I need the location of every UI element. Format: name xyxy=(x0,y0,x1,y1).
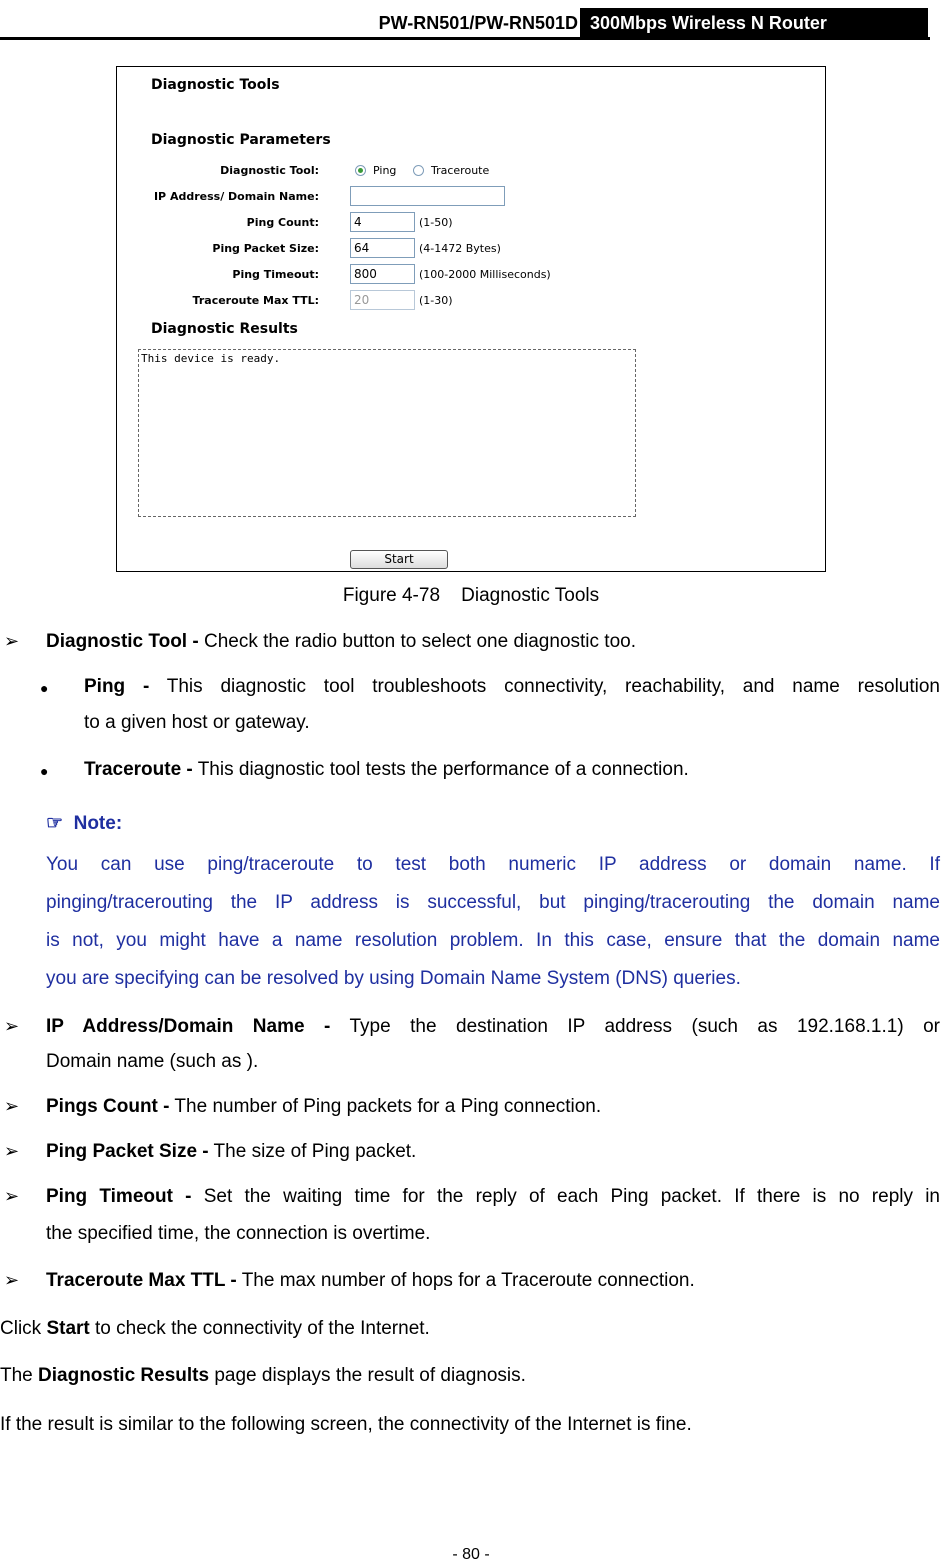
start-button[interactable]: Start xyxy=(350,550,448,569)
ping-packet-size-hint: (4-1472 Bytes) xyxy=(419,242,501,255)
traceroute-ttl-label: Traceroute Max TTL: xyxy=(192,294,319,307)
ping-packet-size-input[interactable]: 64 xyxy=(350,238,415,258)
note-line1: You can use ping/traceroute to test both numeric IP address or domain name. If xyxy=(46,854,940,875)
traceroute-radio-label: Traceroute xyxy=(431,164,490,177)
bullet-arrow-icon: ➢ xyxy=(4,1270,20,1290)
ping-timeout-row xyxy=(117,264,817,286)
document-model: PW-RN501/PW-RN501D xyxy=(378,13,578,33)
note-line3: is not, you might have a name resolution problem. In this case, ensure that the domain name xyxy=(46,930,940,951)
ping-item-line1: Ping - This diagnostic tool troubleshoots connectivity, reachability, and name resolution xyxy=(84,676,940,697)
ping-timeout-item-line1: Ping Timeout - Set the waiting time for the reply of each Ping packet. If there is no reply in xyxy=(46,1186,941,1207)
traceroute-ttl-input[interactable]: 20 xyxy=(350,290,415,310)
document-title: 300Mbps Wireless N Router xyxy=(580,8,928,38)
bullet-arrow-icon: ➢ xyxy=(4,631,20,651)
ip-address-item-line1: IP Address/Domain Name - Type the destination IP address (such as 192.168.1.1) or xyxy=(46,1016,941,1037)
ip-address-row xyxy=(117,186,817,208)
ping-count-row xyxy=(117,212,817,234)
pings-count-item: Pings Count - The number of Ping packets for a Ping connection. xyxy=(46,1096,602,1117)
ping-timeout-label: Ping Timeout: xyxy=(232,268,319,281)
diagnostic-results-heading: Diagnostic Results xyxy=(151,321,298,337)
pointing-hand-icon: ☞ xyxy=(46,813,64,834)
ping-radio-label: Ping xyxy=(373,164,397,177)
bullet-arrow-icon: ➢ xyxy=(4,1096,20,1116)
ping-item-line2: to a given host or gateway. xyxy=(84,712,310,733)
diagnostic-results-textarea[interactable]: This device is ready. xyxy=(138,349,636,517)
traceroute-radio[interactable] xyxy=(413,165,424,176)
diagnostic-tools-heading: Diagnostic Tools xyxy=(151,77,280,93)
ip-address-input[interactable] xyxy=(350,186,505,206)
ping-timeout-item-line2: the specified time, the connection is overtime. xyxy=(46,1223,431,1244)
diagnostic-parameters-heading: Diagnostic Parameters xyxy=(151,132,331,148)
ping-count-hint: (1-50) xyxy=(419,216,453,229)
result-similar-paragraph: If the result is similar to the following screen, the connectivity of the Internet is fine. xyxy=(0,1414,692,1435)
header-rule xyxy=(0,37,930,40)
traceroute-ttl-row xyxy=(117,290,817,312)
ping-packet-size-item: Ping Packet Size - The size of Ping packet. xyxy=(46,1141,417,1162)
ip-address-item-line2: Domain name (such as ). xyxy=(46,1051,259,1072)
bullet-arrow-icon: ➢ xyxy=(4,1141,20,1161)
bullet-arrow-icon: ➢ xyxy=(4,1016,20,1036)
diagnostic-tool-item: Diagnostic Tool - Check the radio button to select one diagnostic too. xyxy=(46,631,636,652)
ping-count-label: Ping Count: xyxy=(246,216,319,229)
note-line2: pinging/tracerouting the IP address is successful, but pinging/tracerouting the domain name xyxy=(46,892,940,913)
ping-timeout-hint: (100-2000 Milliseconds) xyxy=(419,268,551,281)
bullet-dot-icon: ● xyxy=(40,680,49,696)
bullet-arrow-icon: ➢ xyxy=(4,1186,20,1206)
click-start-paragraph: Click Start to check the connectivity of the Internet. xyxy=(0,1318,430,1339)
ping-timeout-input[interactable]: 800 xyxy=(350,264,415,284)
bullet-dot-icon: ● xyxy=(40,763,49,779)
diagnostic-tool-label: Diagnostic Tool: xyxy=(220,164,319,177)
ping-packet-size-label: Ping Packet Size: xyxy=(212,242,319,255)
page-number: - 80 - xyxy=(452,1546,490,1563)
diagnostic-tools-screenshot xyxy=(116,66,826,572)
note-line4: you are specifying can be resolved by using Domain Name System (DNS) queries. xyxy=(46,968,741,989)
ping-radio[interactable] xyxy=(355,165,366,176)
ip-address-label: IP Address/ Domain Name: xyxy=(153,190,319,203)
ping-packet-size-row xyxy=(117,238,817,260)
note-heading: ☞ Note: xyxy=(46,813,123,834)
ping-count-input[interactable]: 4 xyxy=(350,212,415,232)
traceroute-max-ttl-item: Traceroute Max TTL - The max number of hops for a Traceroute connection. xyxy=(46,1270,695,1291)
traceroute-ttl-hint: (1-30) xyxy=(419,294,453,307)
diagnostic-tool-row xyxy=(117,160,817,182)
figure-caption: Figure 4-78 Diagnostic Tools xyxy=(342,585,600,606)
traceroute-item: Traceroute - This diagnostic tool tests the performance of a connection. xyxy=(84,759,689,780)
diagnostic-results-paragraph: The Diagnostic Results page displays the result of diagnosis. xyxy=(0,1365,526,1386)
